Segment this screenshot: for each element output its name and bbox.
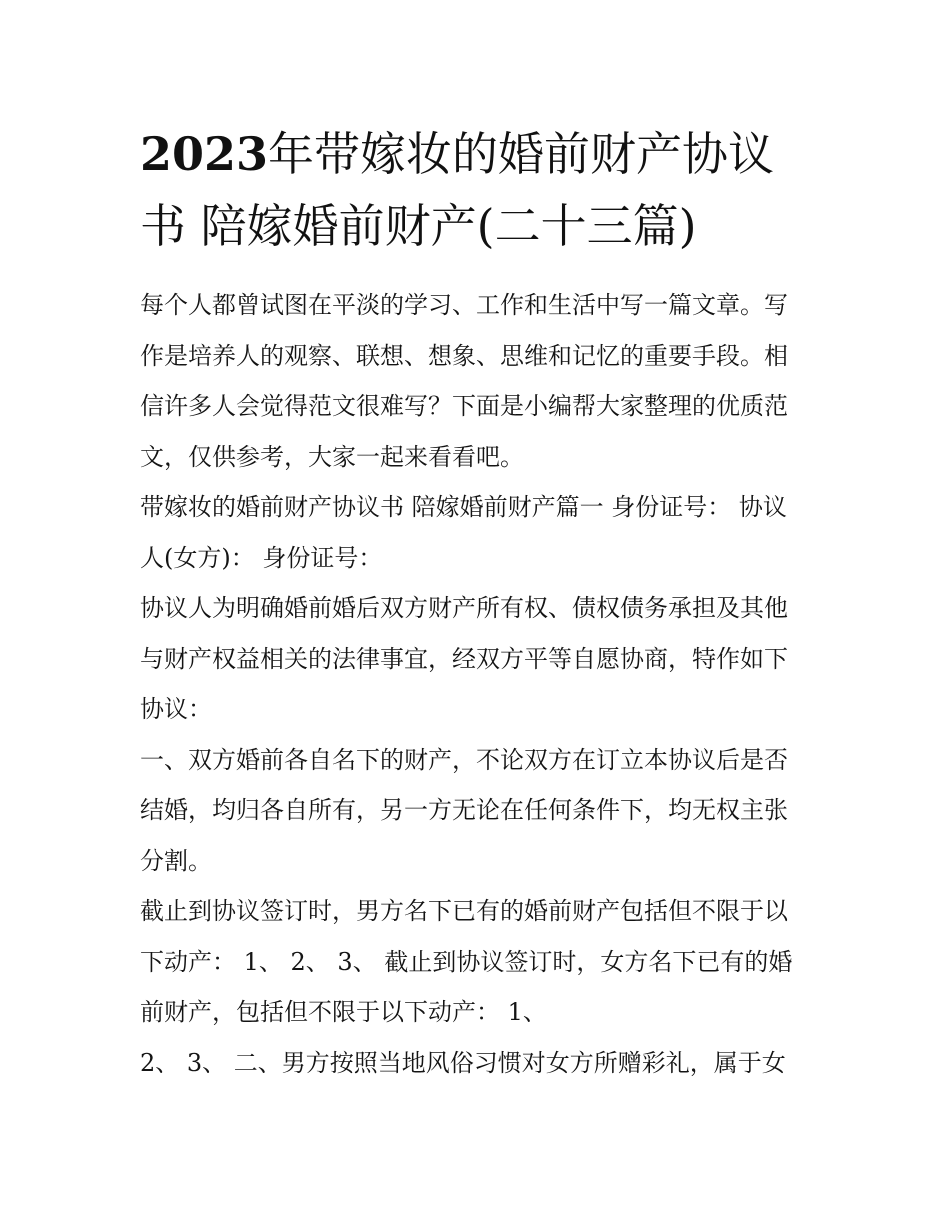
title-line2: 书 陪嫁婚前财产(二十三篇) bbox=[140, 199, 697, 253]
body-line: 信许多人会觉得范文很难写？下面是小编帮大家整理的优质范 bbox=[140, 392, 788, 420]
document-title bbox=[140, 118, 815, 262]
body-line: 截止到协议签订时，男方名下已有的婚前财产包括但不限于以 bbox=[140, 897, 788, 925]
body-line: 协议人为明确婚前婚后双方财产所有权、债权债务承担及其他 bbox=[140, 594, 788, 622]
body-line: 分割。 bbox=[140, 846, 212, 875]
body-line: 每个人都曾试图在平淡的学习、工作和生活中写一篇文章。写 bbox=[140, 291, 788, 319]
body-line: 文，仅供参考，大家一起来看看吧。 bbox=[140, 442, 524, 471]
body-line: 下动产： 1、 2、 3、 截止到协议签订时，女方名下已有的婚 bbox=[140, 947, 793, 976]
body-line: 前财产，包括但不限于以下动产： 1、 bbox=[140, 998, 547, 1026]
body-line: 带嫁妆的婚前财产协议书 陪嫁婚前财产篇一 身份证号： 协议 bbox=[140, 493, 787, 521]
body-line: 一、双方婚前各自名下的财产，不论双方在订立本协议后是否 bbox=[140, 745, 788, 774]
title-year: 2023 bbox=[140, 127, 269, 181]
title-line1: 年带嫁妆的婚前财产协议 bbox=[268, 127, 775, 181]
body-line: 2、 3、 二、男方按照当地风俗习惯对女方所赠彩礼，属于女 bbox=[140, 1048, 786, 1077]
document-page bbox=[140, 118, 815, 1088]
body-line: 人(女方)： 身份证号： bbox=[140, 543, 383, 572]
body-line: 结婚，均归各自所有，另一方无论在任何条件下，均无权主张 bbox=[140, 796, 788, 824]
body-line: 作是培养人的观察、联想、想象、思维和记忆的重要手段。相 bbox=[140, 341, 788, 370]
body-line: 协议： bbox=[140, 695, 212, 723]
body-line: 与财产权益相关的法律事宜，经双方平等自愿协商，特作如下 bbox=[140, 644, 788, 673]
document-body bbox=[140, 280, 815, 1088]
